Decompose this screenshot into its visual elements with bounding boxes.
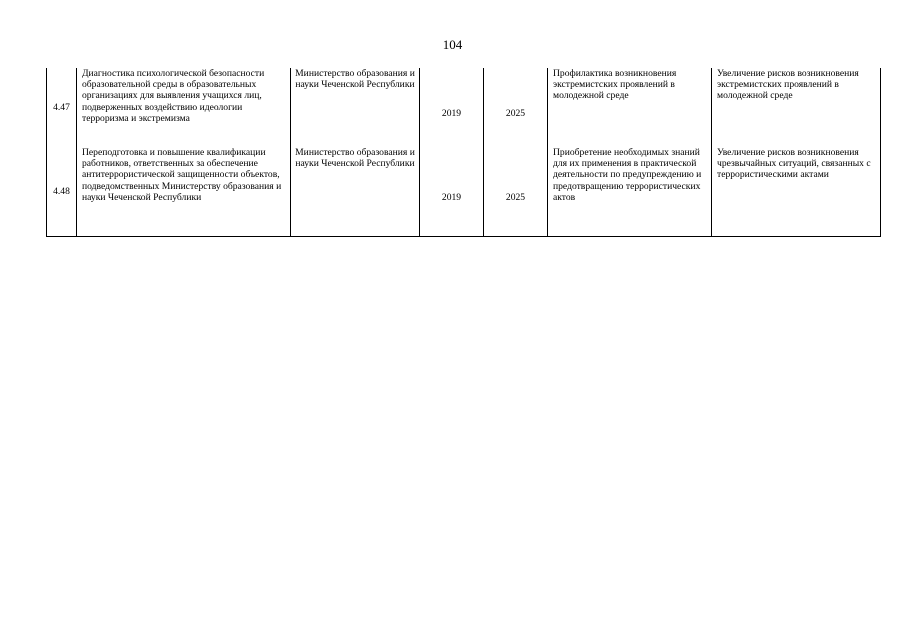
- executor-cell: Министерство образования и науки Чеченской Республики: [291, 147, 420, 237]
- year-end: 2025: [505, 107, 526, 119]
- measure-description: Диагностика психологической безопасности образовательной среды в образовательных организациях для выявления учащихся лиц, подверженных воздействию идеологии терроризма и экстремизма: [77, 68, 291, 147]
- table-row: [47, 68, 881, 147]
- expected-result: Профилактика возникновения экстремистских проявлений в молодежной среде: [548, 68, 712, 147]
- year-end-cell: [484, 68, 548, 147]
- row-number: 4.48: [47, 147, 77, 237]
- year-start: 2019: [441, 191, 462, 203]
- row-number: 4.47: [47, 68, 77, 147]
- year-end-cell: [484, 147, 548, 237]
- risk-consequence: Увеличение рисков возникновения экстремистских проявлений в молодежной среде: [712, 68, 881, 147]
- year-start: 2019: [441, 107, 462, 119]
- page-number: 104: [442, 37, 463, 52]
- table-row: [47, 147, 881, 237]
- year-start-cell: [420, 147, 484, 237]
- year-end: 2025: [505, 191, 526, 203]
- year-start-cell: [420, 68, 484, 147]
- risk-consequence: Увеличение рисков возникновения чрезвычайных ситуаций, связанных с террористическими актами: [712, 147, 881, 237]
- expected-result: Приобретение необходимых знаний для их применения в практической деятельности по предупреждению и предотвращению террористических актов: [548, 147, 712, 237]
- executor-cell: Министерство образования и науки Чеченской Республики: [291, 68, 420, 147]
- measures-table: [46, 68, 881, 237]
- measure-description: Переподготовка и повышение квалификации работников, ответственных за обеспечение антитеррористической защищенности объектов, подведомственных Министерству образования и науки Чеченской Республики: [77, 147, 291, 237]
